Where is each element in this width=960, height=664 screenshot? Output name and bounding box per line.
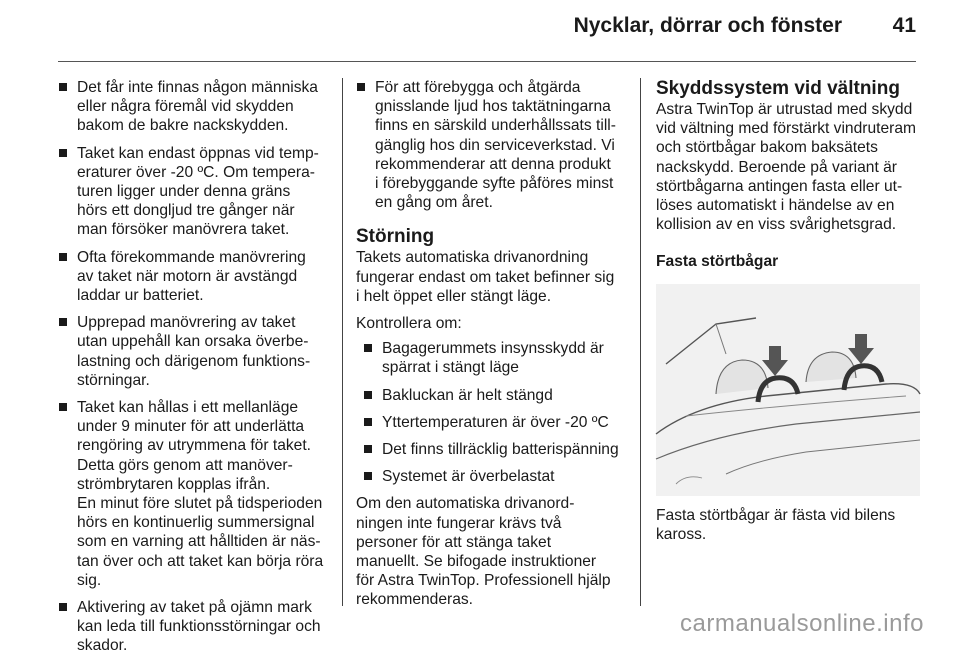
bullet-square-icon <box>364 391 372 399</box>
text-line: i förebyggande syfte påföres minst <box>375 175 614 193</box>
figure-caption <box>656 506 924 544</box>
rollbar-illustration <box>656 284 920 496</box>
text-line: eraturer över -20 ºC. Om tempera- <box>77 163 315 181</box>
list-item <box>58 248 350 306</box>
text-line: rekommenderas. <box>356 591 473 609</box>
text-line: manuellt. Se bifogade instruktioner <box>356 553 597 571</box>
rollover-intro <box>656 100 924 234</box>
text-line: Taket kan hållas i ett mellanläge <box>77 399 299 417</box>
list-item <box>363 386 626 405</box>
text-line: hörs en kontinuerlig summersignal <box>77 514 315 532</box>
text-line: Det finns tillräcklig batterispänning <box>382 441 619 459</box>
text-line: ningen inte fungerar krävs två <box>356 514 562 532</box>
text-line: lastning och därigenom funktions- <box>77 352 311 370</box>
subheading-fixed-rollbars: Fasta störtbågar <box>656 253 779 271</box>
header-divider <box>58 61 916 62</box>
text-line: utan uppehåll kan orsaka överbe- <box>77 333 309 351</box>
text-line: i helt öppet eller stängt läge. <box>356 287 552 305</box>
text-line: Taket kan endast öppnas vid temp- <box>77 144 319 162</box>
text-line: finns en särskild underhållssats till- <box>375 117 616 135</box>
text-line: Yttertemperaturen är över -20 ºC <box>382 413 609 431</box>
page-title: Nycklar, dörrar och fönster <box>573 14 842 37</box>
bullet-square-icon <box>59 318 67 326</box>
text-line: eller några föremål vid skydden <box>77 98 294 116</box>
text-line: som en varning att hålltiden är näs- <box>77 533 321 551</box>
text-line: gänglig hos din serviceverkstad. Vi <box>375 136 615 154</box>
text-line: personer för att stänga taket <box>356 533 552 551</box>
warning-list <box>58 78 350 656</box>
list-item <box>58 598 350 656</box>
text-line: av taket när motorn är avstängd <box>77 267 298 285</box>
bullet-square-icon <box>364 445 372 453</box>
bullet-square-icon <box>59 253 67 261</box>
text-line: under 9 minuter för att underlätta <box>77 418 305 436</box>
bullet-square-icon <box>357 83 365 91</box>
bullet-square-icon <box>59 603 67 611</box>
list-item <box>363 440 626 459</box>
list-item <box>58 313 350 390</box>
text-line: fungerar endast om taket befinner sig <box>356 268 615 286</box>
watermark: carmanualsonline.info <box>680 610 924 637</box>
text-line: sig. <box>77 571 102 589</box>
text-line: kan leda till funktionsstörningar och <box>77 618 321 636</box>
list-item <box>363 467 626 486</box>
text-line: Aktivering av taket på ojämn mark <box>77 599 312 617</box>
text-line: strömbrytaren kopplas ifrån. <box>77 475 271 493</box>
text-line: vid vältning med förstärkt vindruteram <box>656 120 916 138</box>
text-line: Fasta störtbågar är fästa vid bilens <box>656 506 896 524</box>
text-line: och störtbågar bakom baksätets <box>656 139 878 157</box>
text-line: gnisslande ljud hos taktätningarna <box>375 98 611 116</box>
text-line: spärrat i stängt läge <box>382 359 519 377</box>
column-1 <box>58 78 350 664</box>
text-line: Om den automatiska drivanord- <box>356 495 575 513</box>
text-line: Astra TwinTop är utrustad med skydd <box>656 101 913 118</box>
text-line: Ofta förekommande manövrering <box>77 248 306 266</box>
section-heading-fault: Störning <box>356 226 435 248</box>
text-line: rekommenderar att denna produkt <box>375 155 611 173</box>
column-divider-2 <box>640 78 641 606</box>
list-item <box>363 339 626 377</box>
column-2 <box>356 78 626 610</box>
bullet-square-icon <box>59 403 67 411</box>
page-number: 41 <box>892 14 916 37</box>
text-line: Takets automatiska drivanordning <box>356 249 589 267</box>
text-line: Bagagerummets insynsskydd är <box>382 340 604 358</box>
text-line: nackskydd. Beroende på variant är <box>656 158 897 176</box>
text-line: tan över och att taket kan börja röra <box>77 552 324 570</box>
bullet-square-icon <box>364 344 372 352</box>
column-3 <box>656 78 924 544</box>
text-line: störtbågarna antingen fasta eller ut- <box>656 177 903 195</box>
bullet-square-icon <box>364 472 372 480</box>
fault-closing <box>356 494 626 609</box>
list-item <box>363 413 626 432</box>
check-label: Kontrollera om: <box>356 315 462 333</box>
bullet-square-icon <box>364 418 372 426</box>
bullet-square-icon <box>59 83 67 91</box>
check-list <box>356 339 626 486</box>
text-line: hörs ett dongljud tre gånger när <box>77 202 295 220</box>
list-item <box>58 144 350 240</box>
list-item <box>356 78 626 212</box>
text-line: löses automatiskt i händelse av en <box>656 197 895 215</box>
convertible-rollbar-drawing <box>656 284 920 496</box>
text-line: kollision av en viss svårighetsgrad. <box>656 216 897 234</box>
text-line: Detta görs genom att manöver- <box>77 456 293 474</box>
page-header <box>0 0 960 60</box>
text-line: störningar. <box>77 371 150 389</box>
text-line: rengöring av utrymmena för taket. <box>77 437 312 455</box>
text-line: en gång om året. <box>375 194 493 212</box>
text-line: Systemet är överbelastat <box>382 468 555 486</box>
text-line: kaross. <box>656 525 707 543</box>
text-line: skador. <box>77 637 128 655</box>
text-line: laddar ur batteriet. <box>77 287 204 305</box>
text-line: En minut före slutet på tidsperioden <box>77 495 323 513</box>
list-item <box>58 398 350 590</box>
bullet-square-icon <box>59 149 67 157</box>
text-line: Upprepad manövrering av taket <box>77 314 296 332</box>
section-heading-rollover: Skyddssystem vid vältning <box>656 78 900 99</box>
text-line: Det får inte finnas någon människa <box>77 79 318 96</box>
text-line: Bakluckan är helt stängd <box>382 386 553 404</box>
maintenance-list <box>356 78 626 212</box>
fault-intro <box>356 248 626 306</box>
text-line: man försöker manövrera taket. <box>77 221 290 239</box>
text-line: för Astra TwinTop. Professionell hjälp <box>356 572 611 590</box>
text-line: turen ligger under denna gräns <box>77 183 291 201</box>
list-item <box>58 78 350 136</box>
text-line: bakom de bakre nackskydden. <box>77 117 289 135</box>
text-line: För att förebygga och åtgärda <box>375 79 581 96</box>
